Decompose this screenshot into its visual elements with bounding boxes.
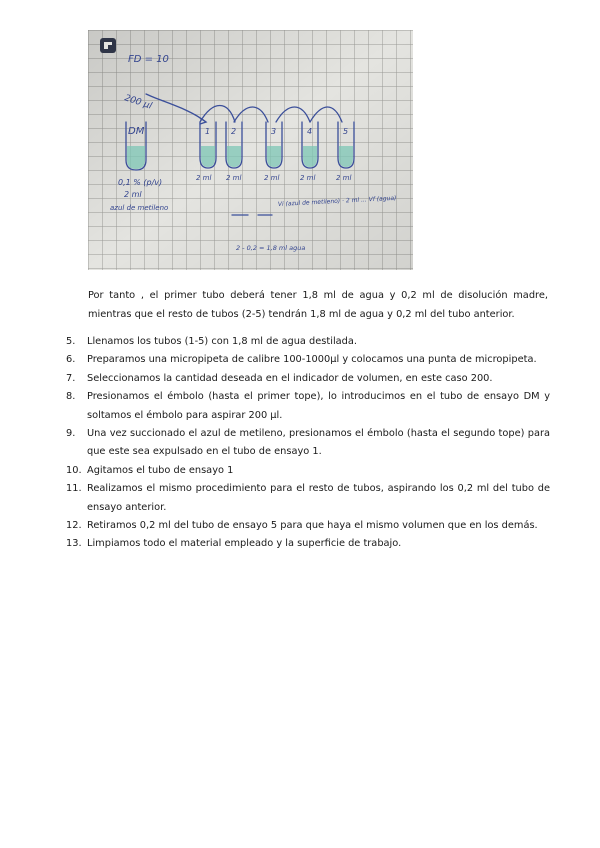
- list-item: [66, 370, 550, 388]
- list-item: [66, 535, 550, 553]
- step-number: 11.: [66, 483, 82, 495]
- list-item: [66, 462, 550, 480]
- tube-label-1: 1: [205, 127, 211, 136]
- tube-label-dm: DM: [128, 126, 145, 137]
- list-item: [66, 388, 550, 425]
- tube-volume-5: 2 ml: [336, 174, 352, 182]
- tube-label-5: 5: [343, 127, 349, 136]
- tube-label-4: 4: [307, 127, 313, 136]
- list-item: [66, 517, 550, 535]
- step-text: Seleccionamos la cantidad deseada en el indicador de volumen, en este caso 200.: [87, 372, 493, 384]
- tube-volume-3: 2 ml: [264, 174, 280, 182]
- step-number: 12.: [66, 520, 82, 532]
- photo-volume-text: 200 µl: [123, 93, 154, 112]
- photo-header-text: FD = 10: [128, 54, 169, 65]
- dm-concentration-text: 0,1 % (p/v): [118, 178, 163, 187]
- step-text: Agitamos el tubo de ensayo 1: [87, 464, 234, 476]
- step-text: Realizamos el mismo procedimiento para el resto de tubos, aspirando los 0,2 ml del tubo de ensayo anterior.: [87, 483, 550, 513]
- dm-volume-text: 2 ml: [124, 190, 142, 199]
- step-number: 9.: [66, 428, 76, 440]
- list-item: [66, 351, 550, 369]
- step-text: Limpiamos todo el material empleado y la superficie de trabajo.: [87, 538, 402, 550]
- step-text: Presionamos el émbolo (hasta el primer tope), lo introducimos en el tubo de ensayo DM y soltamos el émbolo para aspirar 200 µl.: [87, 391, 550, 421]
- list-item: [66, 480, 550, 517]
- step-number: 5.: [66, 336, 76, 347]
- step-number: 7.: [66, 372, 76, 384]
- tube-volume-4: 2 ml: [300, 174, 316, 182]
- list-item: [66, 333, 550, 351]
- step-text: Retiramos 0,2 ml del tubo de ensayo 5 para que haya el mismo volumen que en los demás.: [87, 520, 538, 532]
- tube-label-3: 3: [271, 127, 277, 136]
- intro-paragraph: Por tanto , el primer tubo deberá tener 1,8 ml de agua y 0,2 ml de disolución madre, mientras que el resto de tubos (2-5) tendrán 1,8 ml de agua y 0,2 ml del tubo anterior.: [88, 290, 548, 320]
- step-number: 10.: [66, 464, 82, 476]
- procedure-steps-list: [66, 333, 550, 554]
- tube-volume-1: 2 ml: [196, 174, 212, 182]
- step-text: Llenamos los tubos (1-5) con 1,8 ml de agua destilada.: [87, 336, 358, 347]
- formula-result-text: 2 - 0,2 = 1,8 ml agua: [236, 244, 306, 252]
- formula-note-text: Vi (azul de metileno) · 2 ml ... Vf (agua): [277, 194, 397, 208]
- dm-name-text: azul de metileno: [110, 204, 169, 212]
- app-logo-icon: [100, 38, 116, 53]
- tube-label-2: 2: [231, 127, 237, 136]
- step-number: 13.: [66, 538, 82, 550]
- step-number: 6.: [66, 354, 76, 366]
- step-text: Una vez succionado el azul de metileno, presionamos el émbolo (hasta el segundo tope) para que este sea expulsado en el tubo de ensayo 1.: [87, 428, 550, 458]
- tube-volume-2: 2 ml: [226, 174, 242, 182]
- list-item: [66, 425, 550, 462]
- step-text: Preparamos una micropipeta de calibre 100-1000µl y colocamos una punta de micropipeta.: [87, 354, 537, 366]
- notebook-photo: [88, 30, 413, 270]
- step-number: 8.: [66, 391, 76, 403]
